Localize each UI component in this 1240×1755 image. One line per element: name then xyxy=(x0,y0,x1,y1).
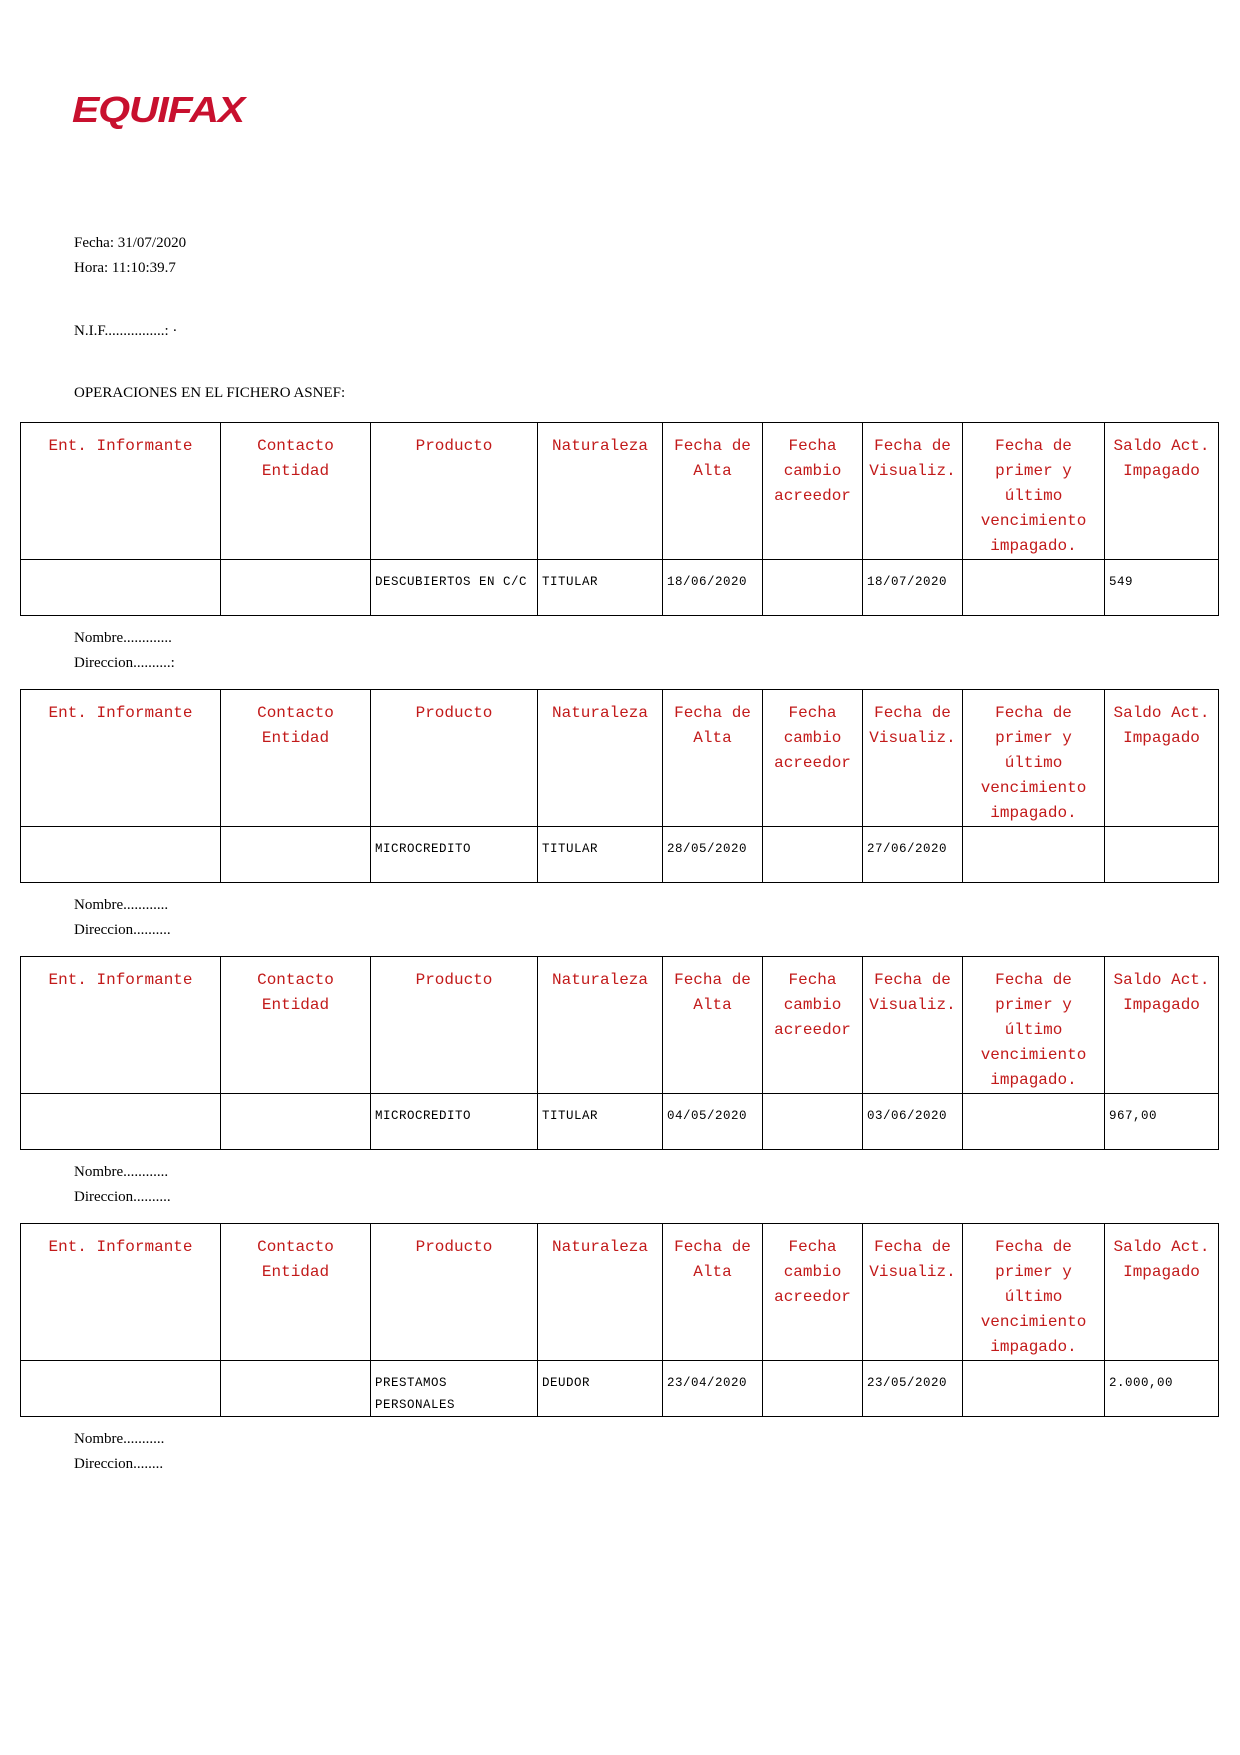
table-cell xyxy=(963,560,1105,616)
table-cell: DESCUBIERTOS EN C/C xyxy=(371,560,538,616)
table-cell: 04/05/2020 xyxy=(663,1094,763,1150)
table-cell: TITULAR xyxy=(538,1094,663,1150)
table-cell: 18/06/2020 xyxy=(663,560,763,616)
column-header: Producto xyxy=(371,957,538,1094)
svg-text:EQUIFAX: EQUIFAX xyxy=(72,89,248,130)
column-header: Fecha cambio acreedor xyxy=(763,957,863,1094)
column-header: Producto xyxy=(371,690,538,827)
table-header-row xyxy=(21,423,1219,560)
column-header: Fecha de Alta xyxy=(663,957,763,1094)
column-header: Fecha de Visualiz. xyxy=(863,957,963,1094)
operations-table xyxy=(20,956,1219,1150)
operations-table xyxy=(20,422,1219,616)
table-cell: 967,00 xyxy=(1105,1094,1219,1150)
direccion-field: Direccion.......... xyxy=(74,922,171,938)
table-cell xyxy=(763,560,863,616)
operations-table xyxy=(20,689,1219,883)
operation-block xyxy=(20,422,1218,676)
table-cell xyxy=(763,827,863,883)
column-header: Fecha de Alta xyxy=(663,690,763,827)
table-cell xyxy=(963,1361,1105,1417)
column-header: Saldo Act. Impagado xyxy=(1105,423,1219,560)
nif-field: N.I.F................: · xyxy=(74,323,178,339)
nombre-field: Nombre............. xyxy=(74,630,172,646)
holder-info xyxy=(20,1160,1218,1210)
table-cell: 23/05/2020 xyxy=(863,1361,963,1417)
column-header: Fecha de Visualiz. xyxy=(863,1224,963,1361)
column-header: Fecha cambio acreedor xyxy=(763,423,863,560)
table-cell xyxy=(221,1361,371,1417)
table-cell: 2.000,00 xyxy=(1105,1361,1219,1417)
column-header: Naturaleza xyxy=(538,957,663,1094)
operation-block xyxy=(20,956,1218,1210)
column-header: Contacto Entidad xyxy=(221,423,371,560)
table-cell: 27/06/2020 xyxy=(863,827,963,883)
table-cell: TITULAR xyxy=(538,560,663,616)
table-row xyxy=(21,560,1219,616)
column-header: Naturaleza xyxy=(538,423,663,560)
operation-block xyxy=(20,1223,1218,1477)
column-header: Ent. Informante xyxy=(21,1224,221,1361)
table-header-row xyxy=(21,957,1219,1094)
report-date: Fecha: 31/07/2020 xyxy=(74,235,187,251)
column-header: Fecha de Alta xyxy=(663,423,763,560)
table-cell: MICROCREDITO xyxy=(371,1094,538,1150)
nombre-field: Nombre............ xyxy=(74,897,169,913)
operation-block xyxy=(20,689,1218,943)
table-cell xyxy=(21,1361,221,1417)
column-header: Fecha de Visualiz. xyxy=(863,423,963,560)
column-header: Naturaleza xyxy=(538,1224,663,1361)
column-header: Fecha cambio acreedor xyxy=(763,690,863,827)
section-title: OPERACIONES EN EL FICHERO ASNEF: xyxy=(74,385,346,401)
equifax-logo xyxy=(72,88,248,134)
column-header: Fecha cambio acreedor xyxy=(763,1224,863,1361)
table-row xyxy=(21,1361,1219,1417)
table-cell: 549 xyxy=(1105,560,1219,616)
table-cell xyxy=(21,827,221,883)
column-header: Saldo Act. Impagado xyxy=(1105,957,1219,1094)
table-row xyxy=(21,827,1219,883)
column-header: Ent. Informante xyxy=(21,957,221,1094)
table-cell xyxy=(21,560,221,616)
table-cell: 18/07/2020 xyxy=(863,560,963,616)
nombre-field: Nombre............ xyxy=(74,1164,169,1180)
operations-table xyxy=(20,1223,1219,1417)
table-cell: 03/06/2020 xyxy=(863,1094,963,1150)
column-header: Fecha de primer y último vencimiento impagado. xyxy=(963,423,1105,560)
table-cell xyxy=(963,827,1105,883)
table-cell: PRESTAMOS PERSONALES xyxy=(371,1361,538,1417)
table-cell xyxy=(221,560,371,616)
table-row xyxy=(21,1094,1219,1150)
direccion-field: Direccion.......... xyxy=(74,1189,171,1205)
table-cell: TITULAR xyxy=(538,827,663,883)
column-header: Fecha de primer y último vencimiento impagado. xyxy=(963,690,1105,827)
holder-info xyxy=(20,626,1218,676)
column-header: Ent. Informante xyxy=(21,690,221,827)
holder-info xyxy=(20,1427,1218,1477)
table-cell: DEUDOR xyxy=(538,1361,663,1417)
table-header-row xyxy=(21,690,1219,827)
table-cell xyxy=(763,1094,863,1150)
nombre-field: Nombre........... xyxy=(74,1431,165,1447)
column-header: Saldo Act. Impagado xyxy=(1105,1224,1219,1361)
direccion-field: Direccion........ xyxy=(74,1456,164,1472)
table-cell xyxy=(21,1094,221,1150)
table-cell: 23/04/2020 xyxy=(663,1361,763,1417)
table-header-row xyxy=(21,1224,1219,1361)
table-cell: MICROCREDITO xyxy=(371,827,538,883)
column-header: Contacto Entidad xyxy=(221,1224,371,1361)
table-cell xyxy=(763,1361,863,1417)
table-cell xyxy=(1105,827,1219,883)
column-header: Fecha de primer y último vencimiento impagado. xyxy=(963,957,1105,1094)
column-header: Producto xyxy=(371,423,538,560)
column-header: Naturaleza xyxy=(538,690,663,827)
direccion-field: Direccion..........: xyxy=(74,655,175,671)
column-header: Fecha de Visualiz. xyxy=(863,690,963,827)
column-header: Producto xyxy=(371,1224,538,1361)
column-header: Contacto Entidad xyxy=(221,957,371,1094)
table-cell xyxy=(221,827,371,883)
column-header: Contacto Entidad xyxy=(221,690,371,827)
table-cell xyxy=(963,1094,1105,1150)
column-header: Ent. Informante xyxy=(21,423,221,560)
report-time: Hora: 11:10:39.7 xyxy=(74,260,176,276)
table-cell xyxy=(221,1094,371,1150)
holder-info xyxy=(20,893,1218,943)
table-cell: 28/05/2020 xyxy=(663,827,763,883)
column-header: Fecha de Alta xyxy=(663,1224,763,1361)
column-header: Fecha de primer y último vencimiento impagado. xyxy=(963,1224,1105,1361)
column-header: Saldo Act. Impagado xyxy=(1105,690,1219,827)
